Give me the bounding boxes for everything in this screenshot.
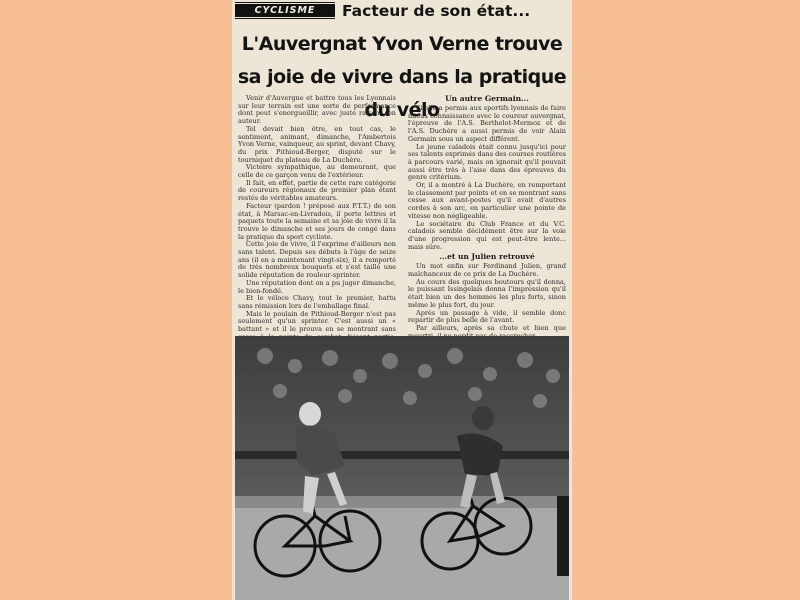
paragraph: Le sociétaire du Club France et du V.C. caladois semble décidément être sur la voie d'une progression qui est peut-être lente... mais sûre.	[408, 219, 566, 251]
right-post	[557, 496, 569, 576]
left-column	[238, 95, 396, 372]
paragraph: Tel devait bien être, en tout cas, le sentiment, animant, dimanche, l'Ambertois Yvon Verne, vainqueur, au sprint, devant Chavy, du prix Pithioud-Berger, disputé sur le tourniquet du plateau de La Duchère.	[238, 124, 396, 164]
paragraph: Une réputation dont on a pu juger dimanche, le bien-fondé.	[238, 278, 396, 295]
paragraph: Après un passage à vide, il semble donc repartir de plus belle de l'avant.	[408, 308, 566, 325]
newspaper-clipping	[232, 0, 572, 600]
paragraph: Par ailleurs, après sa chute et bien que	[416, 323, 566, 332]
barrier	[235, 451, 569, 459]
paragraph: Victoire sympathique, au demeurant, que celle de ce garçon venu de l'extérieur.	[238, 163, 396, 180]
paragraph: Cette joie de vivre, il l'exprime d'ailleurs non sans talent. Depuis ses débuts à l'âge de seize ans (il en a maintenant vingt-six), il a remporté de très nombreux bouquets et s'est taillé une solide réputation de rouleur-sprinter.	[238, 240, 396, 280]
paragraph: Or, il a montré à La Duchère, en remportant le classement par points et en se montrant sans cesse aux avant-postes qu'il avait d'autres cordes à son arc, en particulier une pointe de vitesse non négligeable.	[408, 181, 566, 220]
subheading: ...et un Julien retrouvé	[439, 252, 535, 262]
paragraph: Et le véloce Chavy, tout le premier, battu sans rémission lors de l'emballage final.	[238, 294, 396, 310]
right-column	[408, 94, 566, 364]
race-photo	[235, 336, 569, 600]
article-headline: L'Auvergnat Yvon Verne trouve sa joie de vivre dans la pratique du vélo	[237, 33, 567, 121]
cyclists-illustration	[235, 336, 569, 600]
paragraph: Un mot enfin sur Ferdinand Julien, grand malchanceux de ce prix de La Duchère.	[408, 262, 566, 279]
article-subtitle: Facteur de son état...	[342, 2, 531, 20]
paragraph: Mais le poulain de Pithioud-Berger n'est pas seulement qu'un sprinter. C'est aussi un « battant » et il le prouva en se montrant sans	[238, 309, 396, 334]
paragraph: Au cours des quelques boutours qu'il donna, le puissant Issingelais donna l'impression qu'il était bien un des hommes les plus forts, sinon même le plus fort, du jour.	[408, 277, 566, 309]
section-label: CYCLISME	[235, 4, 335, 17]
paragraph: Le jeune caladois était connu jusqu'ici pour ses talents exprimés dans des courses routières à parcours varié, mais on ignorait qu'il pouvait aussi être très à l'aise dans des épreuves du genre critérium.	[408, 142, 566, 182]
paragraph: Venir d'Auvergne et battre tous les Lyonnais sur leur terrain est une sorte de performance dont peut s'enorgueillir, avec juste raison, son auteur.	[238, 94, 396, 126]
subheading: Un autre Germain...	[445, 94, 529, 103]
paragraph: Si elle a permis aux sportifs lyonnais de faire mieux connaissance avec le coureur auvergnat, l'épreuve de l'A.S. Berthelot-Mermoz et de l'A.S. Duchère a aussi permis de voir Alain Germain sous un aspect différent.	[408, 104, 566, 143]
paragraph: Facteur (pardon ! préposé aux P.T.T.) de son état, à Marsac-en-Livradois, il porte lettres et paquets toute la semaine et sa joie de vivre il la trouve le dimanche et ses jours de congé dans la pratique du sport cycliste.	[238, 201, 396, 241]
paragraph: Il fait, en effet, partie de cette rare catégorie de coureurs régionaux de premier plan étant restés de véritables amateurs.	[238, 178, 396, 203]
